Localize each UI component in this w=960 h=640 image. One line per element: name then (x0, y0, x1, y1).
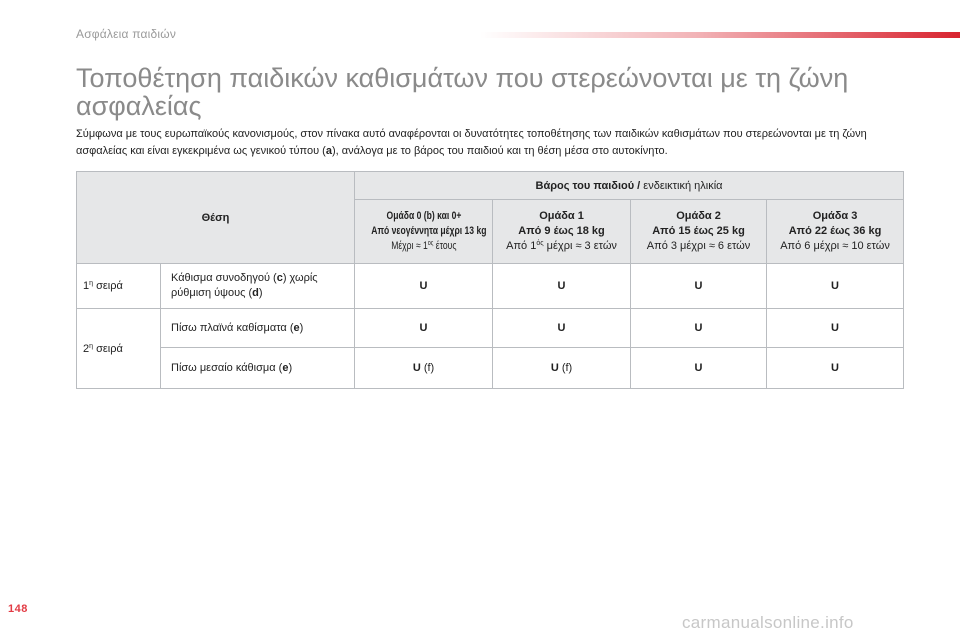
header-accent-bar (480, 32, 960, 38)
weight-header-normal: ενδεικτική ηλικία (640, 179, 723, 192)
table-row (77, 309, 904, 348)
seat-front-passenger: Κάθισμα συνοδηγού (c) χωρίς ρύθμιση ύψους (d) (161, 264, 355, 309)
position-row-1: $1^\eta$ σειρά (77, 264, 161, 309)
intro-paragraph (76, 126, 916, 160)
group-3-header: Ομάδα 3 Από 22 έως 36 kg Από 6 μέχρι ≈ 10 ετών (767, 200, 904, 264)
page-title: Τοποθέτηση παιδικών καθισμάτων που στερεώνονται με τη ζώνη ασφαλείας (76, 63, 849, 121)
value-cell: U (493, 264, 631, 309)
value-cell: U (631, 348, 767, 389)
intro-text-start: Σύμφωνα με τους ευρωπαϊκούς κανονισμούς, στον πίνακα αυτό αναφέρονται οι δυνατότητες τοποθέτησης των παιδικών καθισμάτων που στερεώνονται με τη ζώνη ασφαλείας και είναι εγκεκριμένα ως γενικού τύπου ( (76, 128, 867, 157)
value-cell: U (631, 309, 767, 348)
value-note: (f) (423, 362, 435, 374)
position-header: Θέση (77, 172, 355, 264)
value-note: (f) (561, 362, 573, 374)
table-row (77, 348, 904, 389)
seat-rear-outer: Πίσω πλαϊνά καθίσματα (e) (161, 309, 355, 348)
intro-text-end: ), ανάλογα με το βάρος του παιδιού και τη θέση μέσα στο αυτοκίνητο. (331, 145, 668, 157)
group-1-header: Ομάδα 1 Από 9 έως 18 kg Από $1^{ό\varsigma}$ μέχρι ≈ 3 ετών (493, 200, 631, 264)
value-cell: U (355, 309, 493, 348)
table-row (77, 264, 904, 309)
seat-rear-center: Πίσω μεσαίο κάθισμα (e) (161, 348, 355, 389)
intro-bold-ref: a (325, 145, 332, 157)
value-cell: U (493, 309, 631, 348)
value-cell: U (767, 309, 904, 348)
value-cell: U (f) (493, 348, 631, 389)
section-label: Ασφάλεια παιδιών (76, 27, 177, 41)
position-row-2: $2^\eta$ σειρά (77, 309, 161, 389)
group-2-header: Ομάδα 2 Από 15 έως 25 kg Από 3 μέχρι ≈ 6 ετών (631, 200, 767, 264)
group-0-header: Ομάδα 0 (b) και 0+ Από νεογέννητα μέχρι 13 kg $Mέ\chi\rho\iota \approx 1^{o\varsigma}$ έτους (355, 200, 493, 264)
value-cell: U (767, 264, 904, 309)
value-cell: U (355, 264, 493, 309)
watermark: carmanualsonline.info (682, 613, 854, 632)
value-cell: U (f) (355, 348, 493, 389)
child-seat-table (76, 171, 904, 389)
weight-header-bold: Βάρος του παιδιού / (535, 179, 641, 192)
page-number: 148 (8, 603, 28, 615)
value-cell: U (767, 348, 904, 389)
weight-header (355, 172, 904, 200)
value-cell: U (631, 264, 767, 309)
